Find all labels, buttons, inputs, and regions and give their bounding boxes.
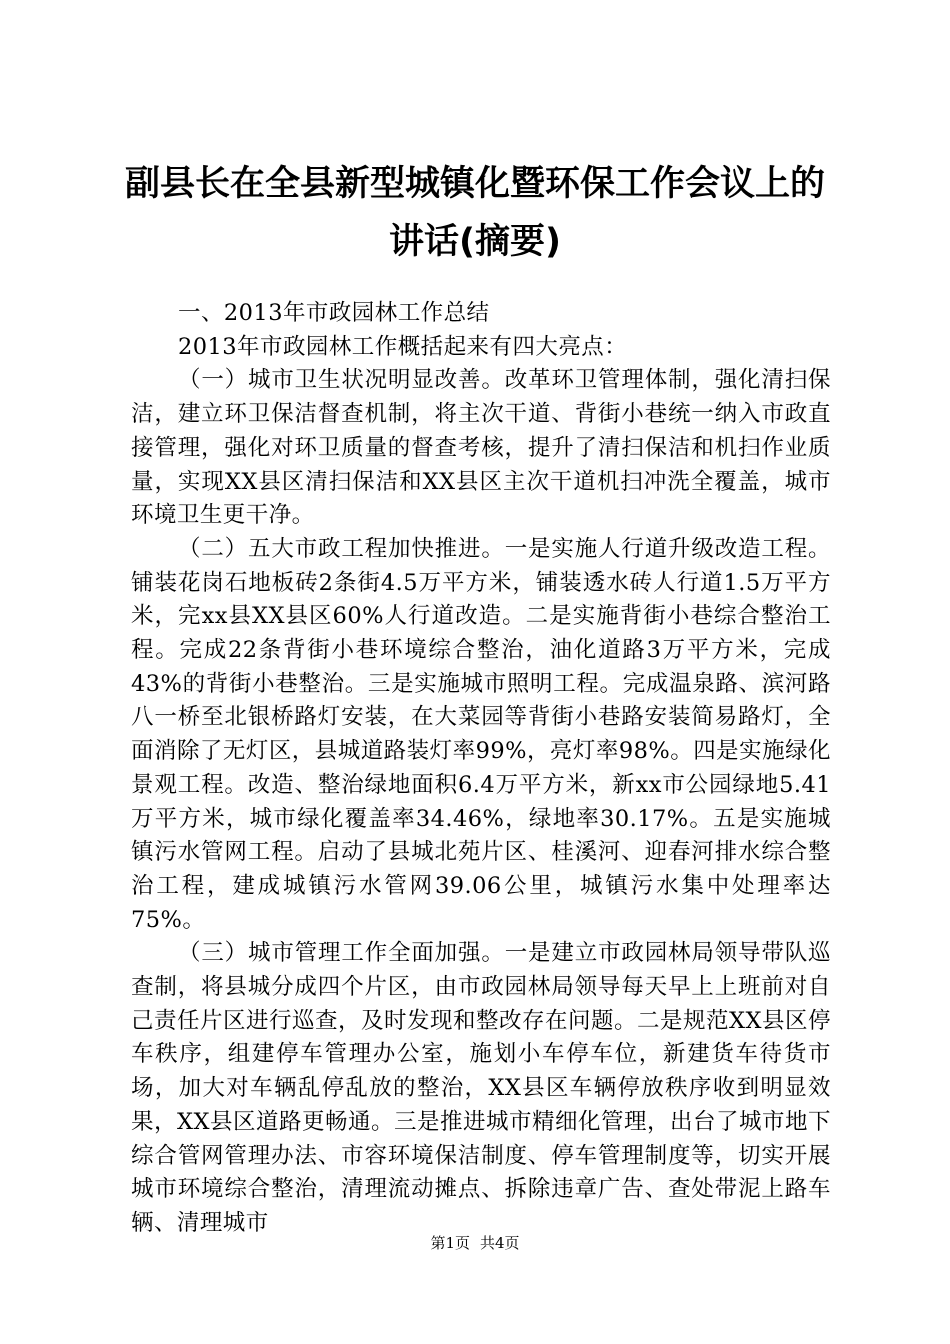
document-title-line-2: 讲话(摘要) — [389, 222, 561, 262]
page-footer — [0, 1233, 950, 1253]
paragraph-management: （三）城市管理工作全面加强。一是建立市政园林局领导带队巡查制，将县城分成四个片区，由市政园林局领导每天早上上班前对自己责任片区进行巡查，及时发现和整改存在问题。二是规范XX县区停车秩序，组建停车管理办公室，施划小车停车位，新建货车待货市场，加大对车辆乱停乱放的整治，XX县区车辆停放秩序收到明显效果，XX县区道路更畅通。三是推进城市精细化管理，出台了城市地下综合管网管理办法、市容环境保洁制度、停车管理制度等，切实开展城市环境综合整治，清理流动摊点、拆除违章广告、查处带泥上路车辆、清理城市 — [131, 940, 831, 1236]
intro-paragraph: 2013年市政园林工作概括起来有四大亮点： — [178, 333, 628, 360]
section-heading: 一、2013年市政园林工作总结 — [178, 300, 490, 326]
paragraph-sanitation: （一）城市卫生状况明显改善。改革环卫管理体制，强化清扫保洁，建立环卫保洁督查机制，将主次干道、背街小巷统一纳入市政直接管理，强化对环卫质量的督查考核，提升了清扫保洁和机扫作业质量，实现XX县区清扫保洁和XX县区主次干道机扫冲洗全覆盖，城市环境卫生更干净。 — [131, 367, 831, 529]
paragraph-projects: （二）五大市政工程加快推进。一是实施人行道升级改造工程。铺装花岗石地板砖2条街4.5万平方米，铺装透水砖人行道1.5万平方米，完xx县XX县区60%人行道改造。二是实施背街小巷综合整治工程。完成22条背街小巷环境综合整治，油化道路3万平方米，完成43%的背街小巷整治。三是实施城市照明工程。完成温泉路、滨河路八一桥至北银桥路灯安装，在大菜园等背街小巷路安装简易路灯，全面消除了无灯区，县城道路装灯率99%，亮灯率98%。四是实施绿化景观工程。改造、整治绿地面积6.4万平方米，新xx市公园绿地5.41万平方米，城市绿化覆盖率34.46%，绿地率30.17%。五是实施城镇污水管网工程。启动了县城北苑片区、桂溪河、迎春河排水综合整治工程，建成城镇污水管网39.06公里，城镇污水集中处理率达75%。 — [131, 535, 831, 933]
page-number: 第1页 — [430, 1234, 470, 1252]
document-body — [131, 297, 831, 1241]
document-title-line-1: 副县长在全县新型城镇化暨环保工作会议上的 — [124, 164, 825, 204]
page-total: 共4页 — [480, 1234, 520, 1252]
